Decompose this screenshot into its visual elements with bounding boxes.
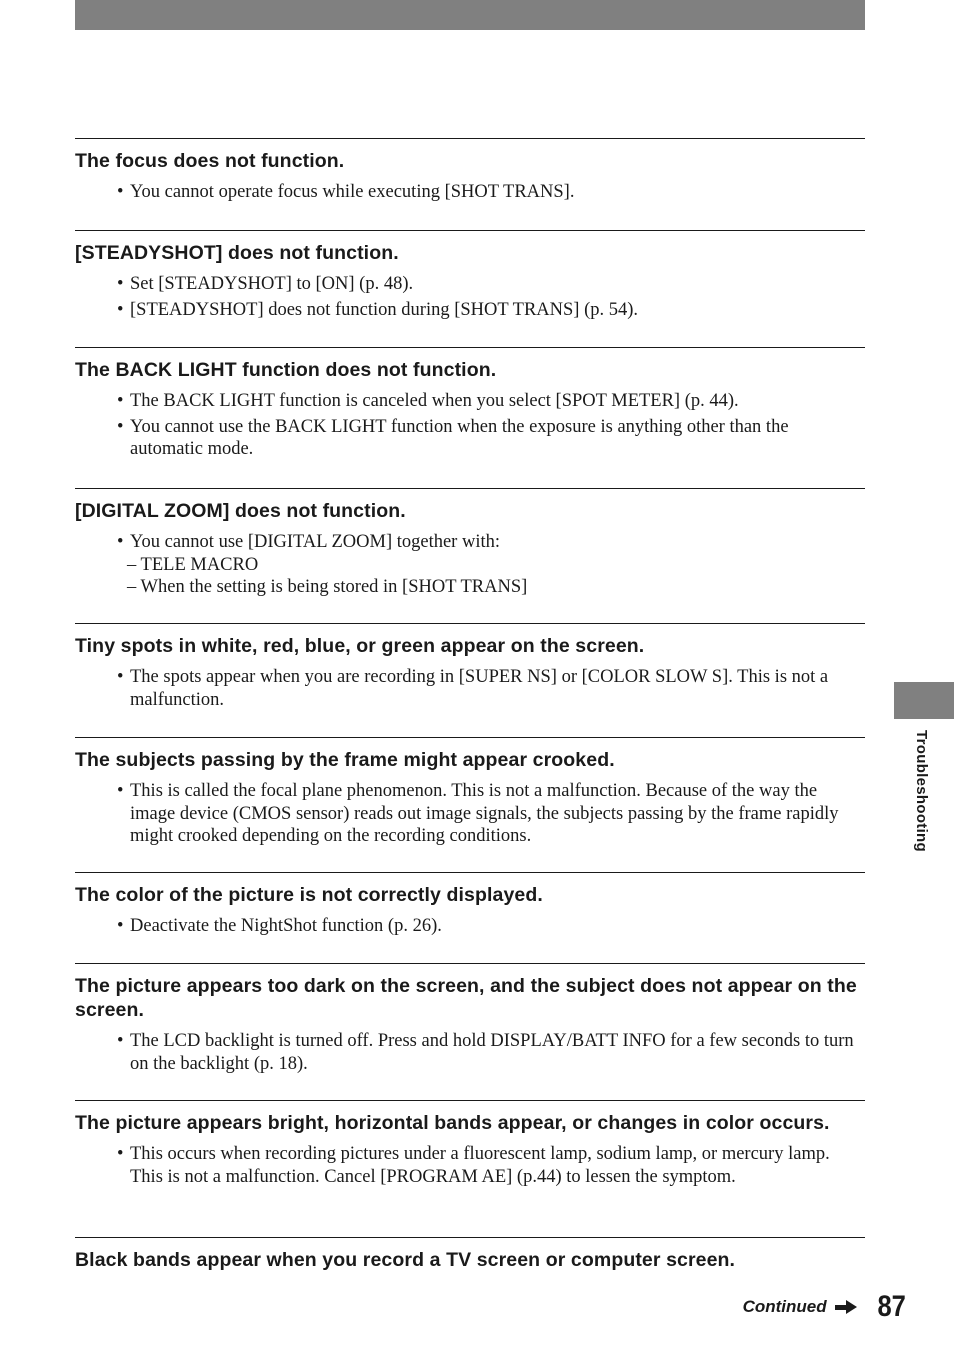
section-heading: Black bands appear when you record a TV screen or computer screen. — [75, 1249, 736, 1271]
section-tiny-spots — [75, 623, 865, 737]
bullet-item: • The spots appear when you are recording in [SUPER NS] or [COLOR SLOW S]. This is not a malfunction. — [117, 667, 829, 710]
section-heading: The color of the picture is not correctly displayed. — [75, 884, 543, 906]
bullet-item: • [STEADYSHOT] does not function during [SHOT TRANS] (p. 54). — [117, 299, 639, 320]
section-heading: The focus does not function. — [75, 150, 345, 172]
bullet-item: • This is called the focal plane phenomenon. This is not a malfunction. Because of the way the image device (CMOS sensor) reads out image signals, the subjects passing by the frame rapidly might crooked depending on the recording conditions. — [117, 781, 839, 846]
section-heading: Tiny spots in white, red, blue, or green appear on the screen. — [75, 635, 645, 657]
section-black-bands — [75, 1237, 865, 1288]
section-color — [75, 872, 865, 963]
sub-item: – When the setting is being stored in [SHOT TRANS] — [127, 577, 528, 597]
right-arrow-icon — [835, 1300, 857, 1314]
sub-item: – TELE MACRO — [127, 554, 259, 575]
section-digital-zoom — [75, 488, 865, 623]
section-steadyshot — [75, 230, 865, 347]
section-heading: [STEADYSHOT] does not function. — [75, 242, 399, 264]
side-tab-label: Troubleshooting — [913, 730, 930, 852]
footer — [743, 1287, 908, 1327]
troubleshooting-sections — [75, 138, 865, 1288]
section-heading: The picture appears too dark on the screen, and the subject does not appear on the screen. — [75, 975, 857, 1021]
page-number: 87 — [877, 1290, 906, 1323]
section-back-light — [75, 347, 865, 488]
section-crooked — [75, 737, 865, 872]
section-heading: The BACK LIGHT function does not function. — [75, 359, 497, 381]
section-bright-bands — [75, 1100, 865, 1237]
bullet-item: • The LCD backlight is turned off. Press and hold DISPLAY/BATT INFO for a few seconds to turn on the backlight (p. 18). — [117, 1031, 854, 1074]
bullet-item: • This occurs when recording pictures under a fluorescent lamp, sodium lamp, or mercury lamp. This is not a malfunction. Cancel [PROGRAM AE] (p.44) to lessen the symptom. — [117, 1144, 830, 1187]
bullet-item: • You cannot use [DIGITAL ZOOM] together with: — [117, 532, 500, 552]
section-heading: [DIGITAL ZOOM] does not function. — [75, 500, 406, 522]
side-tab — [894, 682, 954, 719]
section-focus — [75, 138, 865, 230]
section-too-dark — [75, 963, 865, 1100]
bullet-item: • You cannot use the BACK LIGHT function when the exposure is anything other than the automatic mode. — [117, 416, 789, 459]
bullet-item: • Set [STEADYSHOT] to [ON] (p. 48). — [117, 274, 414, 294]
continued-label: Continued — [742, 1297, 827, 1316]
bullet-item: • Deactivate the NightShot function (p. 26). — [117, 916, 442, 936]
section-heading: The picture appears bright, horizontal bands appear, or changes in color occurs. — [75, 1112, 830, 1134]
bullet-item: • The BACK LIGHT function is canceled when you select [SPOT METER] (p. 44). — [117, 391, 739, 411]
section-heading: The subjects passing by the frame might appear crooked. — [75, 749, 615, 771]
bullet-item: • You cannot operate focus while executing [SHOT TRANS]. — [117, 182, 575, 202]
header-bar — [75, 0, 865, 30]
